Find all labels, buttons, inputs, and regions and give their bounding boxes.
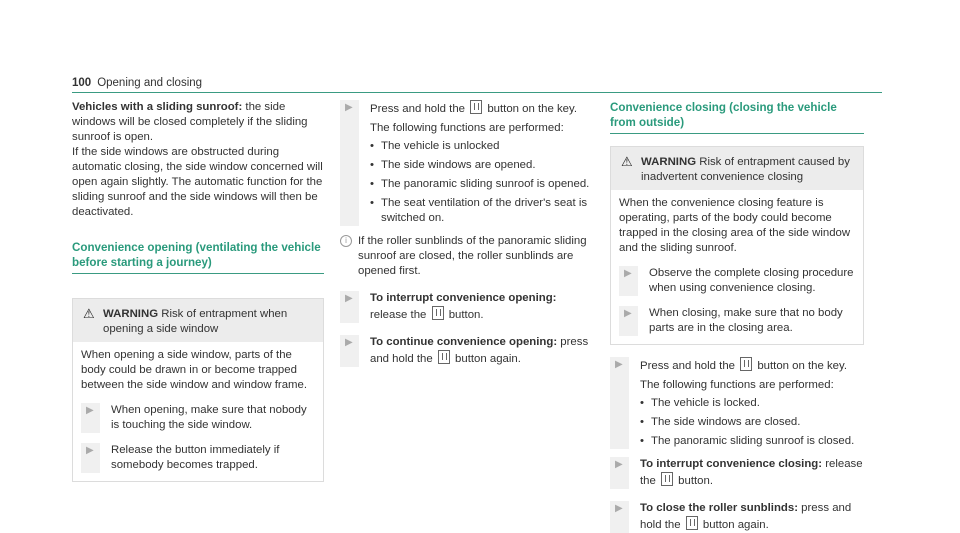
arrow-right-icon: ▶: [345, 293, 353, 304]
arrow-right-icon: ▶: [345, 337, 353, 348]
key-unlock-button-icon: [438, 350, 450, 364]
warning-step: [619, 266, 855, 296]
arrow-right-icon: ▶: [615, 503, 623, 514]
step-bold: To close the roller sunblinds:: [640, 502, 799, 514]
warning-triangle-icon: ⚠: [621, 154, 633, 169]
key-lock-button-icon: [686, 516, 698, 530]
step-text-pre: release the: [640, 458, 863, 487]
warning-body: [73, 342, 323, 481]
warning-step-text: Observe the complete closing procedure when using convenience closing.: [649, 267, 854, 294]
step-text: [640, 457, 864, 489]
column-left: [72, 100, 324, 482]
step-bar: [340, 100, 359, 226]
list-item: • The panoramic sliding sunroof is closed.: [640, 434, 864, 449]
warning-header: [611, 147, 863, 190]
instruction-step: [610, 357, 864, 449]
warning-text: When the convenience closing feature is operating, parts of the body could become trapped in the closing area of the side window and the sliding sunroof.: [619, 197, 851, 254]
key-unlock-button-icon: [470, 100, 482, 114]
warning-heading: Risk of entrapment caused by inadvertent convenience closing: [641, 156, 850, 183]
step-text-pre: press and hold the: [640, 502, 852, 531]
instruction-step: [340, 100, 594, 226]
warning-step-text: When closing, make sure that no body parts are in the closing area.: [649, 307, 843, 334]
arrow-right-icon: ▶: [86, 445, 94, 456]
intro-paragraph-2: If the side windows are obstructed during automatic closing, the side window concerned will open again slightly. The automatic function for the sliding sunroof and the side windows will then be deactivated.: [72, 146, 323, 218]
page-header: [72, 76, 202, 91]
arrow-right-icon: ▶: [624, 268, 632, 279]
arrow-right-icon: ▶: [615, 459, 623, 470]
instruction-step: [340, 335, 594, 367]
step-text-pre: Press and hold the: [370, 103, 469, 115]
warning-triangle-icon: ⚠: [83, 306, 95, 321]
warning-label: WARNING: [103, 308, 159, 320]
instruction-step: [610, 457, 864, 489]
step-bold: To continue convenience opening:: [370, 336, 558, 348]
info-note: [340, 234, 594, 279]
instruction-step: [340, 291, 594, 323]
list-item: • The vehicle is locked.: [640, 396, 864, 411]
step-text-post: button again.: [699, 519, 769, 531]
intro-text: the side windows will be closed completely if the sliding sunroof is open.: [72, 101, 308, 143]
warning-step-text: Release the button immediately if somebody becomes trapped.: [111, 444, 280, 471]
warning-box: [72, 298, 324, 482]
list-item: • The panoramic sliding sunroof is opened.: [370, 177, 594, 192]
functions-list: [640, 396, 864, 449]
step-text: [370, 335, 594, 367]
warning-step: [619, 306, 855, 336]
step-text-post: button.: [675, 475, 713, 487]
warning-step: [81, 443, 315, 473]
info-icon: i: [340, 235, 352, 247]
key-unlock-button-icon: [432, 306, 444, 320]
step-text: [640, 357, 864, 374]
warning-text: When opening a side window, parts of the body could be drawn in or become trapped between the side window and window frame.: [81, 349, 308, 391]
step-text-post: button again.: [451, 353, 521, 365]
functions-intro: The following functions are performed:: [370, 122, 564, 134]
warning-step: [81, 403, 315, 433]
functions-list: [370, 139, 594, 226]
chapter-title: Opening and closing: [97, 77, 203, 89]
note-text: If the roller sunblinds of the panoramic sliding sunroof are closed, the roller sunblinds are opened first.: [358, 235, 587, 277]
arrow-right-icon: ▶: [345, 102, 353, 113]
warning-heading: Risk of entrapment when opening a side window: [103, 308, 288, 335]
warning-body: [611, 190, 863, 344]
warning-header: [73, 299, 323, 342]
key-lock-button-icon: [740, 357, 752, 371]
step-text-post: button on the key.: [754, 360, 848, 372]
arrow-right-icon: ▶: [86, 405, 94, 416]
step-text-pre: release the: [370, 309, 430, 321]
intro-bold: Vehicles with a sliding sunroof:: [72, 101, 243, 113]
step-text-pre: press and hold the: [370, 336, 589, 365]
section-title-convenience-opening: Convenience opening (ventilating the vehicle before starting a journey): [72, 240, 324, 274]
warning-label: WARNING: [641, 156, 697, 168]
list-item: • The side windows are closed.: [640, 415, 864, 430]
header-divider: [72, 92, 882, 93]
column-right: [610, 100, 864, 533]
step-text: [640, 501, 864, 533]
list-item: • The vehicle is unlocked: [370, 139, 594, 154]
intro-paragraph: [72, 100, 324, 145]
step-bold: To interrupt convenience opening:: [370, 292, 557, 304]
instruction-step: [610, 501, 864, 533]
arrow-right-icon: ▶: [615, 359, 623, 370]
step-bold: To interrupt convenience closing:: [640, 458, 823, 470]
step-text-post: button on the key.: [484, 103, 578, 115]
page-number: 100: [72, 77, 92, 89]
step-text: [370, 291, 594, 323]
warning-step-text: When opening, make sure that nobody is touching the side window.: [111, 404, 307, 431]
list-item: • The side windows are opened.: [370, 158, 594, 173]
key-lock-button-icon: [661, 472, 673, 486]
warning-box: [610, 146, 864, 345]
list-item: • The seat ventilation of the driver's seat is switched on.: [370, 196, 594, 226]
arrow-right-icon: ▶: [624, 308, 632, 319]
step-text-post: button.: [445, 309, 484, 321]
section-title-convenience-closing: Convenience closing (closing the vehicle from outside): [610, 100, 864, 134]
step-text: [370, 100, 594, 117]
column-middle: [340, 100, 594, 367]
functions-intro: The following functions are performed:: [640, 379, 834, 391]
step-text-pre: Press and hold the: [640, 360, 739, 372]
